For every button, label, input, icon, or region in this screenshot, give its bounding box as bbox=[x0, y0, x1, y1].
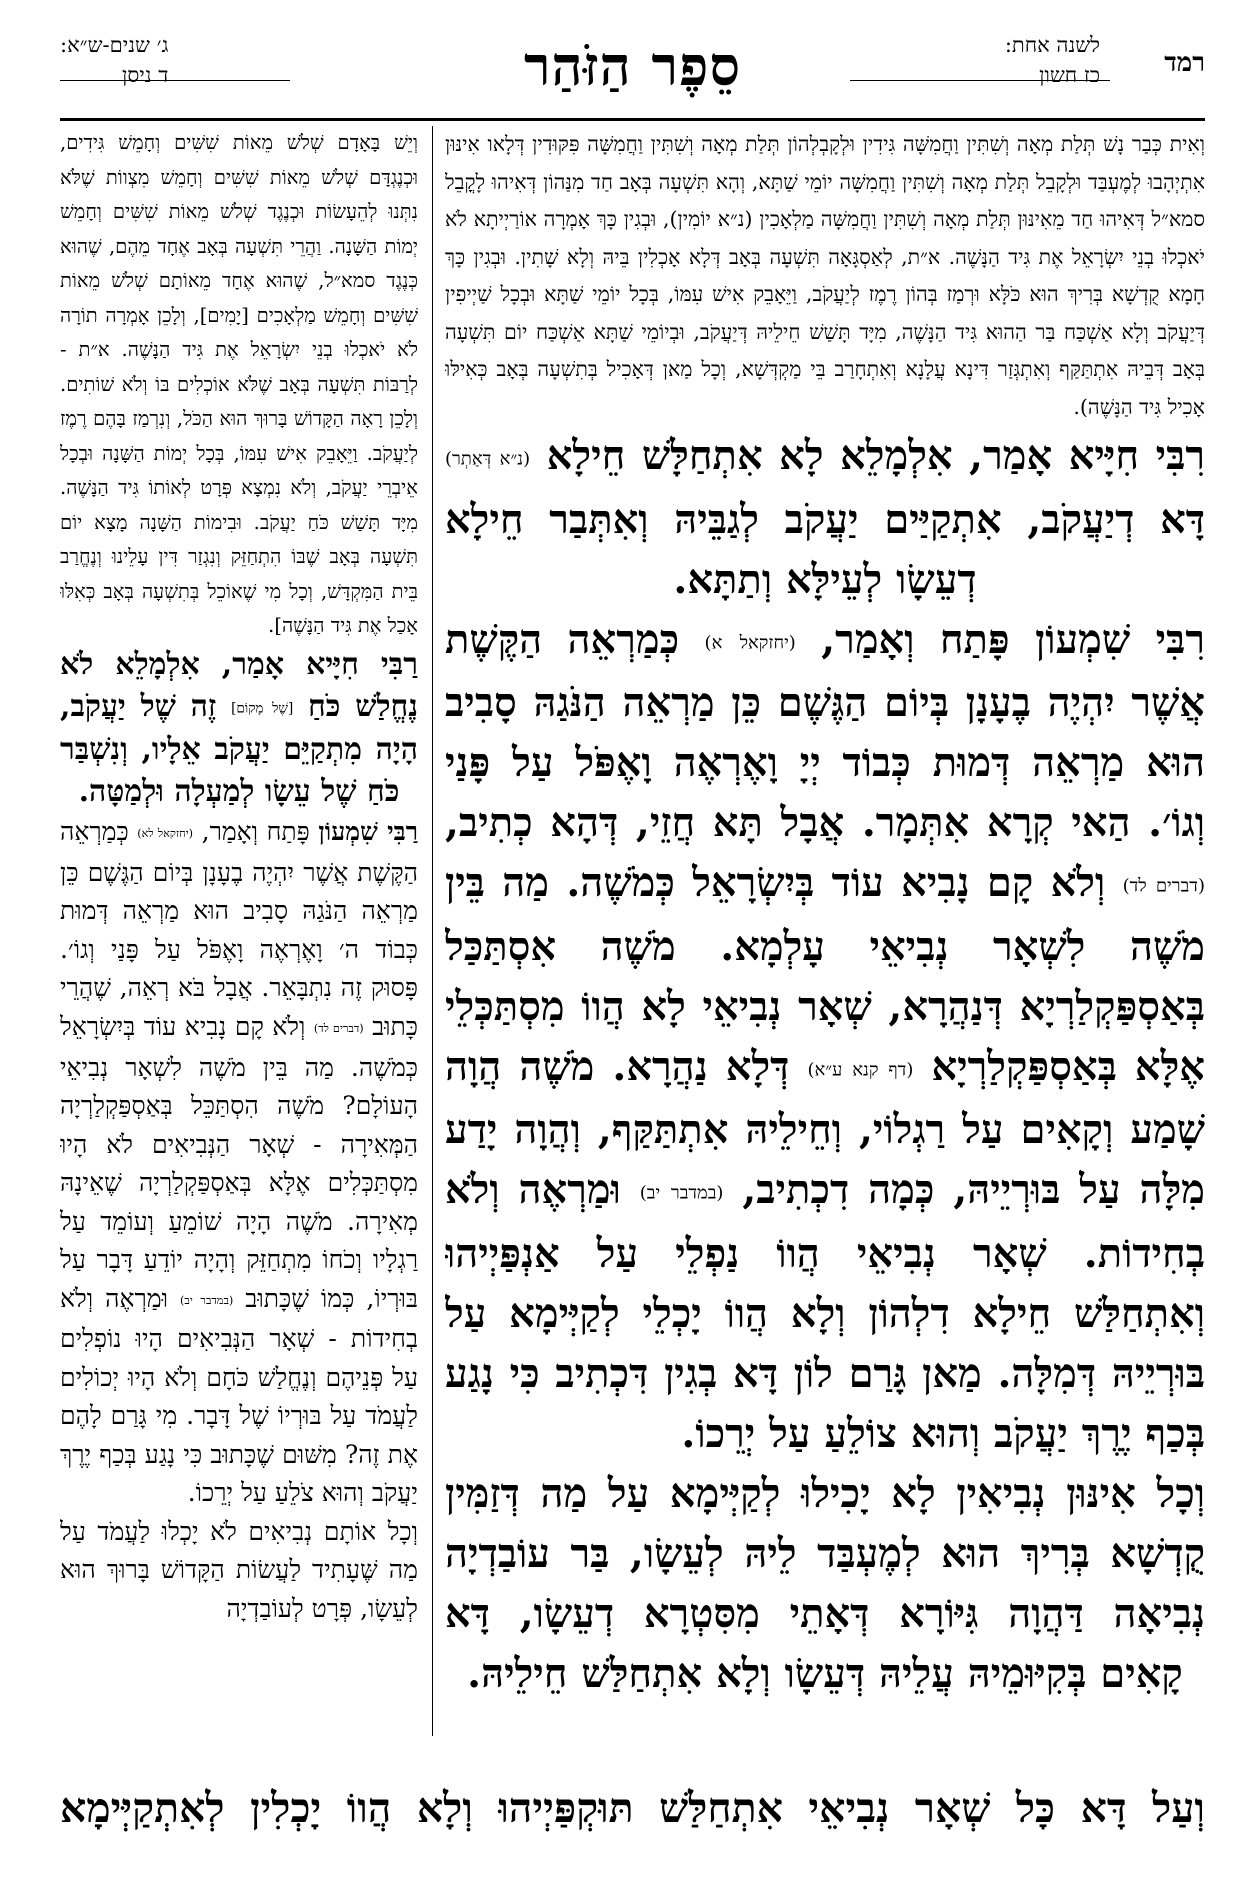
paragraph-text: אָמַר, אִלְמָלֵא לֹא נֶחֱלַשׁ כֹּחַ bbox=[60, 646, 418, 724]
verse-reference: (דברים לד) bbox=[313, 1022, 364, 1035]
paragraph-lead-words: רַבִּי חִיָּיא bbox=[306, 646, 418, 682]
page-body bbox=[60, 126, 1205, 1736]
paragraph-text: וְלֹא קָם נָבִיא עוֹד בְּיִשְׂרָאֵל כְּמֹשֶׁה. מַה בֵּין מֹשֶׁה לִשְׁאָר נְבִיאֵי הָעוֹלָם? מֹשֶׁה הִסְתַּכֵּל בְּאַסְפַּקְלַרְיָה הַמְּאִירָה - שְׁאָר הַנְּבִיאִים לֹא הָיוּ מִסְתַּכְּלִים אֶלָּא בְּאַסְפַּקְלַרְיָה שֶׁאֵינָהּ מְאִירָה. מֹשֶׁה הָיָה שׁוֹמֵעַ וְעוֹמֵד עַל רַגְלָיו וְכֹחוֹ מִתְחַזֵּק וְהָיָה יוֹדֵעַ דָּבָר עַל בּוּרְיוֹ, כְּמוֹ שֶׁכָּתוּב bbox=[60, 1011, 418, 1313]
daily-cycle-label: לשנה אחת: bbox=[1004, 33, 1100, 57]
alternate-reading-note: (נ״א דְּאַתְר) bbox=[445, 448, 531, 470]
verse-reference: (יחזקאל לא) bbox=[137, 827, 194, 841]
paragraph-text: וּמַרְאֶה וְלֹא בְחִידוֹת. שְׁאָר נְבִיאֵי הֲווֹ נַפְלֵי עַל אַנְפַּיְיהוּ וְאִתְחַלַּשׁ חֵילָא דִלְהוֹן וְלָא הֲווֹ יָכְלֵי לְקַיְּימָא עַל בּוּרְיֵיהּ דְּמִלָּה. מַאן גָּרַם לוֹן דָּא בְגִין דִּכְתִיב כִּי נָגַע בְּכַף יֶרֶךְ יַעֲקֹב וְהוּא צוֹלֵעַ עַל יְרֵכוֹ. bbox=[445, 1166, 1205, 1457]
paragraph-text: כְּמַרְאֵה הַקֶּשֶׁת אֲשֶׁר יִהְיֶה בֶעָנָן בְּיוֹם הַגֶּשֶׁם כֵּן מַרְאֵה הַנֹּגַהּ סָבִיב הוּא מַרְאֵה דְּמוּת כְּבוֹד יְיָ וָאֶרְאֶה וָאֶפֹּל עַל פָּנַי וְגוֹ׳. הַאי קְרָא אִתְּמָר. אֲבָל תָּא חֲזֵי, דְּהָא כְתִיב, bbox=[445, 615, 1205, 846]
paragraph-text: דָּא דְיַעֲקֹב, אִתְקַיַּים יַעֲקֹב לְגַבֵּיהּ וְאִתְּבַר חֵילָא דְעֵשָׂו לְעֵילָּא וְתַתָּא. bbox=[445, 495, 1205, 603]
translation-paragraph-rabbi-chiya bbox=[60, 644, 418, 814]
hebrew-translation-column bbox=[60, 126, 418, 1736]
paragraph-text: פָּתַח וְאָמַר, bbox=[201, 817, 310, 847]
paragraph-text: כְּמַרְאֵה הַקֶּשֶׁת אֲשֶׁר יִהְיֶה בֶעָנָן בְּיוֹם הַגֶּשֶׁם כֵּן מַרְאֵה הַנֹּגַהּ סָבִיב הוּא מַרְאֵה דְּמוּת כְּבוֹד ה׳ וָאֶרְאֶה וָאֶפֹּל עַל פָּנַי וְגוֹ׳. פָּסוּק זֶה נִתְבָּאֵר. אֲבָל בֹּא רְאֵה, שֶׁהֲרֵי כָּתוּב bbox=[60, 817, 418, 1041]
paragraph-text: וְלֹא קָם נָבִיא עוֹד בְּיִשְׂרָאֵל כְּמֹשֶׁה. מַה בֵּין מֹשֶׁה לִשְׁאָר נְבִיאֵי עָלְמָא. מֹשֶׁה אִסְתַּכַּל בְּאַסְפַּקְלַרְיָא דְּנַהֲרָא, שְׁאָר נְבִיאֵי לָא הֲווֹ מִסְתַּכְּלֵי אֶלָּא בְּאַסְפַּקְלַרְיָא bbox=[445, 859, 1205, 1090]
header-divider-left bbox=[60, 80, 290, 81]
verse-reference: (במדבר יב) bbox=[180, 1293, 234, 1307]
paragraph-text: זֶה שֶׁל יַעֲקֹב, הָיָה מִתְקַיֵּם יַעֲקֹב אֵלָיו, וְנִשְׁבַּר כֹּחַ שֶׁל עֵשָׂו לְמַעְלָה וּלְמַטָּה. bbox=[60, 688, 418, 810]
three-year-cycle-date: ד ניסן bbox=[121, 63, 169, 87]
page-number: רמד bbox=[1164, 48, 1205, 78]
translation-paragraph-prophets: וְכָל אוֹתָם נְבִיאִים לֹא יָכְלוּ לַעֲמֹד עַל מַה שֶּׁעָתִיד לַעֲשׂוֹת הַקָּדוֹשׁ בָּרוּךְ הוּא לְעֵשָׂו, פְּרָט לְעוֹבַדְיָה bbox=[60, 1516, 418, 1623]
bracket-note: [שֶׁל מָקוֹם] bbox=[231, 700, 294, 717]
paragraph-lead-words: רַבִּי שִׁמְעוֹן bbox=[318, 817, 418, 847]
paragraph-text: אָמַר, אִלְמָלֵא לָא אִתְחַלָּשׁ חֵילָא bbox=[546, 432, 1053, 479]
column-divider bbox=[432, 126, 433, 1736]
book-title: סֵפֶר הַזֹּהַר bbox=[523, 34, 742, 98]
page-header bbox=[60, 28, 1205, 121]
continuation-line: וְעַל דָּא כָּל שְׁאָר נְבִיאֵי אִתְחַלַּשׁ תּוּקְפַּיְיהוּ וְלָא הֲווֹ יָכְלִין לְאִתְקַיְּימָא bbox=[60, 1784, 1205, 1832]
aramaic-intro-paragraph: וְאִית כְּבַר נָשׁ תְּלַת מְאָה וְשִׁתִּין וַחֲמִשָּׁה גִּידִין וּלְקָבְלְהוֹן תְּלַת מְאָה וְשִׁתִּין וַחֲמִשָּׁה פִּקּוּדִין דְּלָאו אִינּוּן אִתְיְהָבוּ לְמֶעְבַּד וּלְקָבֵל תְּלַת מְאָה וְשִׁתִּין וַחֲמִשָּׁה יוֹמֵי שַׁתָּא, וְהָא תִּשְׁעָה בְּאָב חַד מִנַּהוֹן דְּאִיהוּ לָקֳבֵל סמא״ל דְּאִיהוּ חַד מֵאִינּוּן תְּלַת מְאָה וְשִׁתִּין וַחֲמִשָּׁה מַלְאָכִין (נ״א יוֹמִין), וּבְגִין כָּךְ אָמְרָה אוֹרַיְיתָא לֹא יֹאכְלוּ בְנֵי יִשְׂרָאֵל אֶת גִּיד הַנָּשֶׁה. א״ת, לְאַסְגָּאָה תִּשְׁעָה בְּאָב דְּלָא אָכְלִין בֵּיהּ וְלָא שָׁתִין. וּבְגִין כָּךְ חָמָא קֻדְשָׁא בְּרִיךְ הוּא כֹּלָּא וּרְמַז בְּהוֹן רֶמֶז לְיַעֲקֹב, וַיֵּאָבֵק אִישׁ עִמּוֹ, בְּכָל יוֹמֵי שַׁתָּא וּבְכָל שַׁיְיפִין דְּיַעֲקֹב וְלָא אַשְׁכַּח בַּר הַהוּא גִּיד הַנָּשֶׁה, מִיָּד תָּשַׁשׁ חֵילֵיהּ דְּיַעֲקֹב, וּבְיוֹמֵי שַׁתָּא אַשְׁכַּח יוֹם תִּשְׁעָה בְּאָב דְּבֵיהּ אִתְתַּקַּף וְאִתְגְּזַר דִּינָא עֲלָנָא וְאִתְחָרַב בֵּי מַקְדְּשָׁא, וְכָל מַאן דְּאָכִיל בְּתִשְׁעָה בְּאָב כְּאִילּוּ אָכִיל גִּיד הַנָּשֶׁה). bbox=[445, 132, 1205, 419]
aramaic-paragraph-prophets: וְכָל אִינּוּן נְבִיאִין לָא יָכִילוּ לְקַיְּימָא עַל מַה דְּזַמִּין קֻדְשָׁא בְּרִיךְ הוּא לְמֶעְבַּד לֵיהּ לְעֵשָׂו, בַּר עוֹבַדְיָה נְבִיאָה דַּהֲוָה גִּיּוֹרָא דְּאָתֵי מִסִּטְרָא דְעֵשָׂו, דָּא קָאִים בְּקִיּוּמֵיהּ עֲלֵיהּ דְּעֵשָׂו וְלָא אִתְחַלַּשׁ חֵילֵיהּ. bbox=[445, 1469, 1205, 1697]
translation-paragraph-rabbi-shimon bbox=[60, 813, 418, 1513]
paragraph-lead-words: רִבִּי שִׁמְעוֹן פָּתַח וְאָמַר, bbox=[821, 615, 1205, 663]
daily-cycle-date: כז חשון bbox=[1039, 63, 1100, 87]
paragraph-text: דְּלָא נַהֲרָא. מֹשֶׁה הֲוָה שָׁמַע וְקָאִים עַל רַגְלוֹי, וְחֵילֵיהּ אִתְתַּקַּף, וְהֲוָה יָדַע מִלָּה עַל בּוּרְיֵיהּ, כְּמָה דִכְתִיב, bbox=[445, 1042, 1205, 1213]
folio-reference: (דף קנא ע״א) bbox=[807, 1059, 914, 1080]
verse-reference: (דברים לד) bbox=[1122, 875, 1205, 897]
three-year-cycle-label: ג׳ שנים-ש״א: bbox=[60, 33, 169, 57]
aramaic-column bbox=[445, 126, 1205, 1736]
three-year-cycle-info bbox=[60, 30, 168, 90]
aramaic-paragraph-rabbi-chiya bbox=[445, 426, 1205, 610]
verse-reference: (במדבר יב) bbox=[639, 1182, 724, 1204]
zohar-page bbox=[60, 28, 1205, 1858]
aramaic-paragraph-rabbi-shimon bbox=[445, 610, 1205, 1464]
translation-intro-paragraph: וְיֵשׁ בָּאָדָם שְׁלֹשׁ מֵאוֹת שִׁשִּׁים וְחָמֵשׁ גִּידִים, וּכְנֶגְדָּם שְׁלֹשׁ מֵאוֹת שִׁשִּׁים וְחָמֵשׁ מִצְווֹת שֶׁלֹּא נִתְּנוּ לְהֵעָשׂוֹת וּכְנֶגֶד שְׁלֹשׁ מֵאוֹת שִׁשִּׁים וְחָמֵשׁ יְמוֹת הַשָּׁנָה. וַהֲרֵי תִּשְׁעָה בְּאָב אֶחָד מֵהֶם, שֶׁהוּא כְּנֶגֶד סמא״ל, שֶׁהוּא אֶחָד מֵאוֹתָם שְׁלֹשׁ מֵאוֹת שִׁשִּׁים וְחָמֵשׁ מַלְאָכִים [יָמִים], וְלָכֵן אָמְרָה תוֹרָה לֹא יֹאכְלוּ בְנֵי יִשְׂרָאֵל אֶת גִּיד הַנָּשֶׁה. א״ת - לְרַבּוֹת תִּשְׁעָה בְּאָב שֶׁלֹּא אוֹכְלִים בּוֹ וְלֹא שׁוֹתִים. וְלָכֵן רָאָה הַקָּדוֹשׁ בָּרוּךְ הוּא הַכֹּל, וְנִרְמַז בָּהֶם רֶמֶז לְיַעֲקֹב. וַיֵּאָבֵק אִישׁ עִמּוֹ, בְּכָל יְמוֹת הַשָּׁנָה וּבְכָל אֵיבְרֵי יַעֲקֹב, וְלֹא נִמְצָא פְּרָט לְאוֹתוֹ גִּיד הַנָּשֶׁה. מִיָּד תָּשַׁשׁ כֹּחַ יַעֲקֹב. וּבִימוֹת הַשָּׁנָה מָצָא יוֹם תִּשְׁעָה בְּאָב שֶׁבּוֹ הִתְחַזֵּק וְנִגְזַר דִּין עָלֵינוּ וְנֶחֱרַב בֵּית הַמִּקְדָּשׁ, וְכָל מִי שֶׁאוֹכֵל בְּתִשְׁעָה בְּאָב כְּאִלּוּ אָכַל אֶת גִּיד הַנָּשֶׁה]. bbox=[60, 131, 418, 637]
paragraph-lead-words: רִבִּי חִיָּיא bbox=[1068, 432, 1205, 479]
paragraph-text: וּמַרְאֶה וְלֹא בְחִידוֹת - שְׁאָר הַנְּבִיאִים הָיוּ נוֹפְלִים עַל פְּנֵיהֶם וְנֶחֱלַשׁ כֹּחָם וְלֹא הָיוּ יְכוֹלִים לַעֲמֹד עַל בּוּרְיוֹ שֶׁל דָּבָר. מִי גָּרַם לָהֶם אֶת זֶה? מִשּׁוּם שֶׁכָּתוּב כִּי נָגַע בְּכַף יֶרֶךְ יַעֲקֹב וְהוּא צֹלֵעַ עַל יְרֵכוֹ. bbox=[60, 1283, 418, 1508]
verse-reference: (יחזקאל א) bbox=[704, 632, 796, 653]
header-divider-right bbox=[850, 80, 1110, 81]
